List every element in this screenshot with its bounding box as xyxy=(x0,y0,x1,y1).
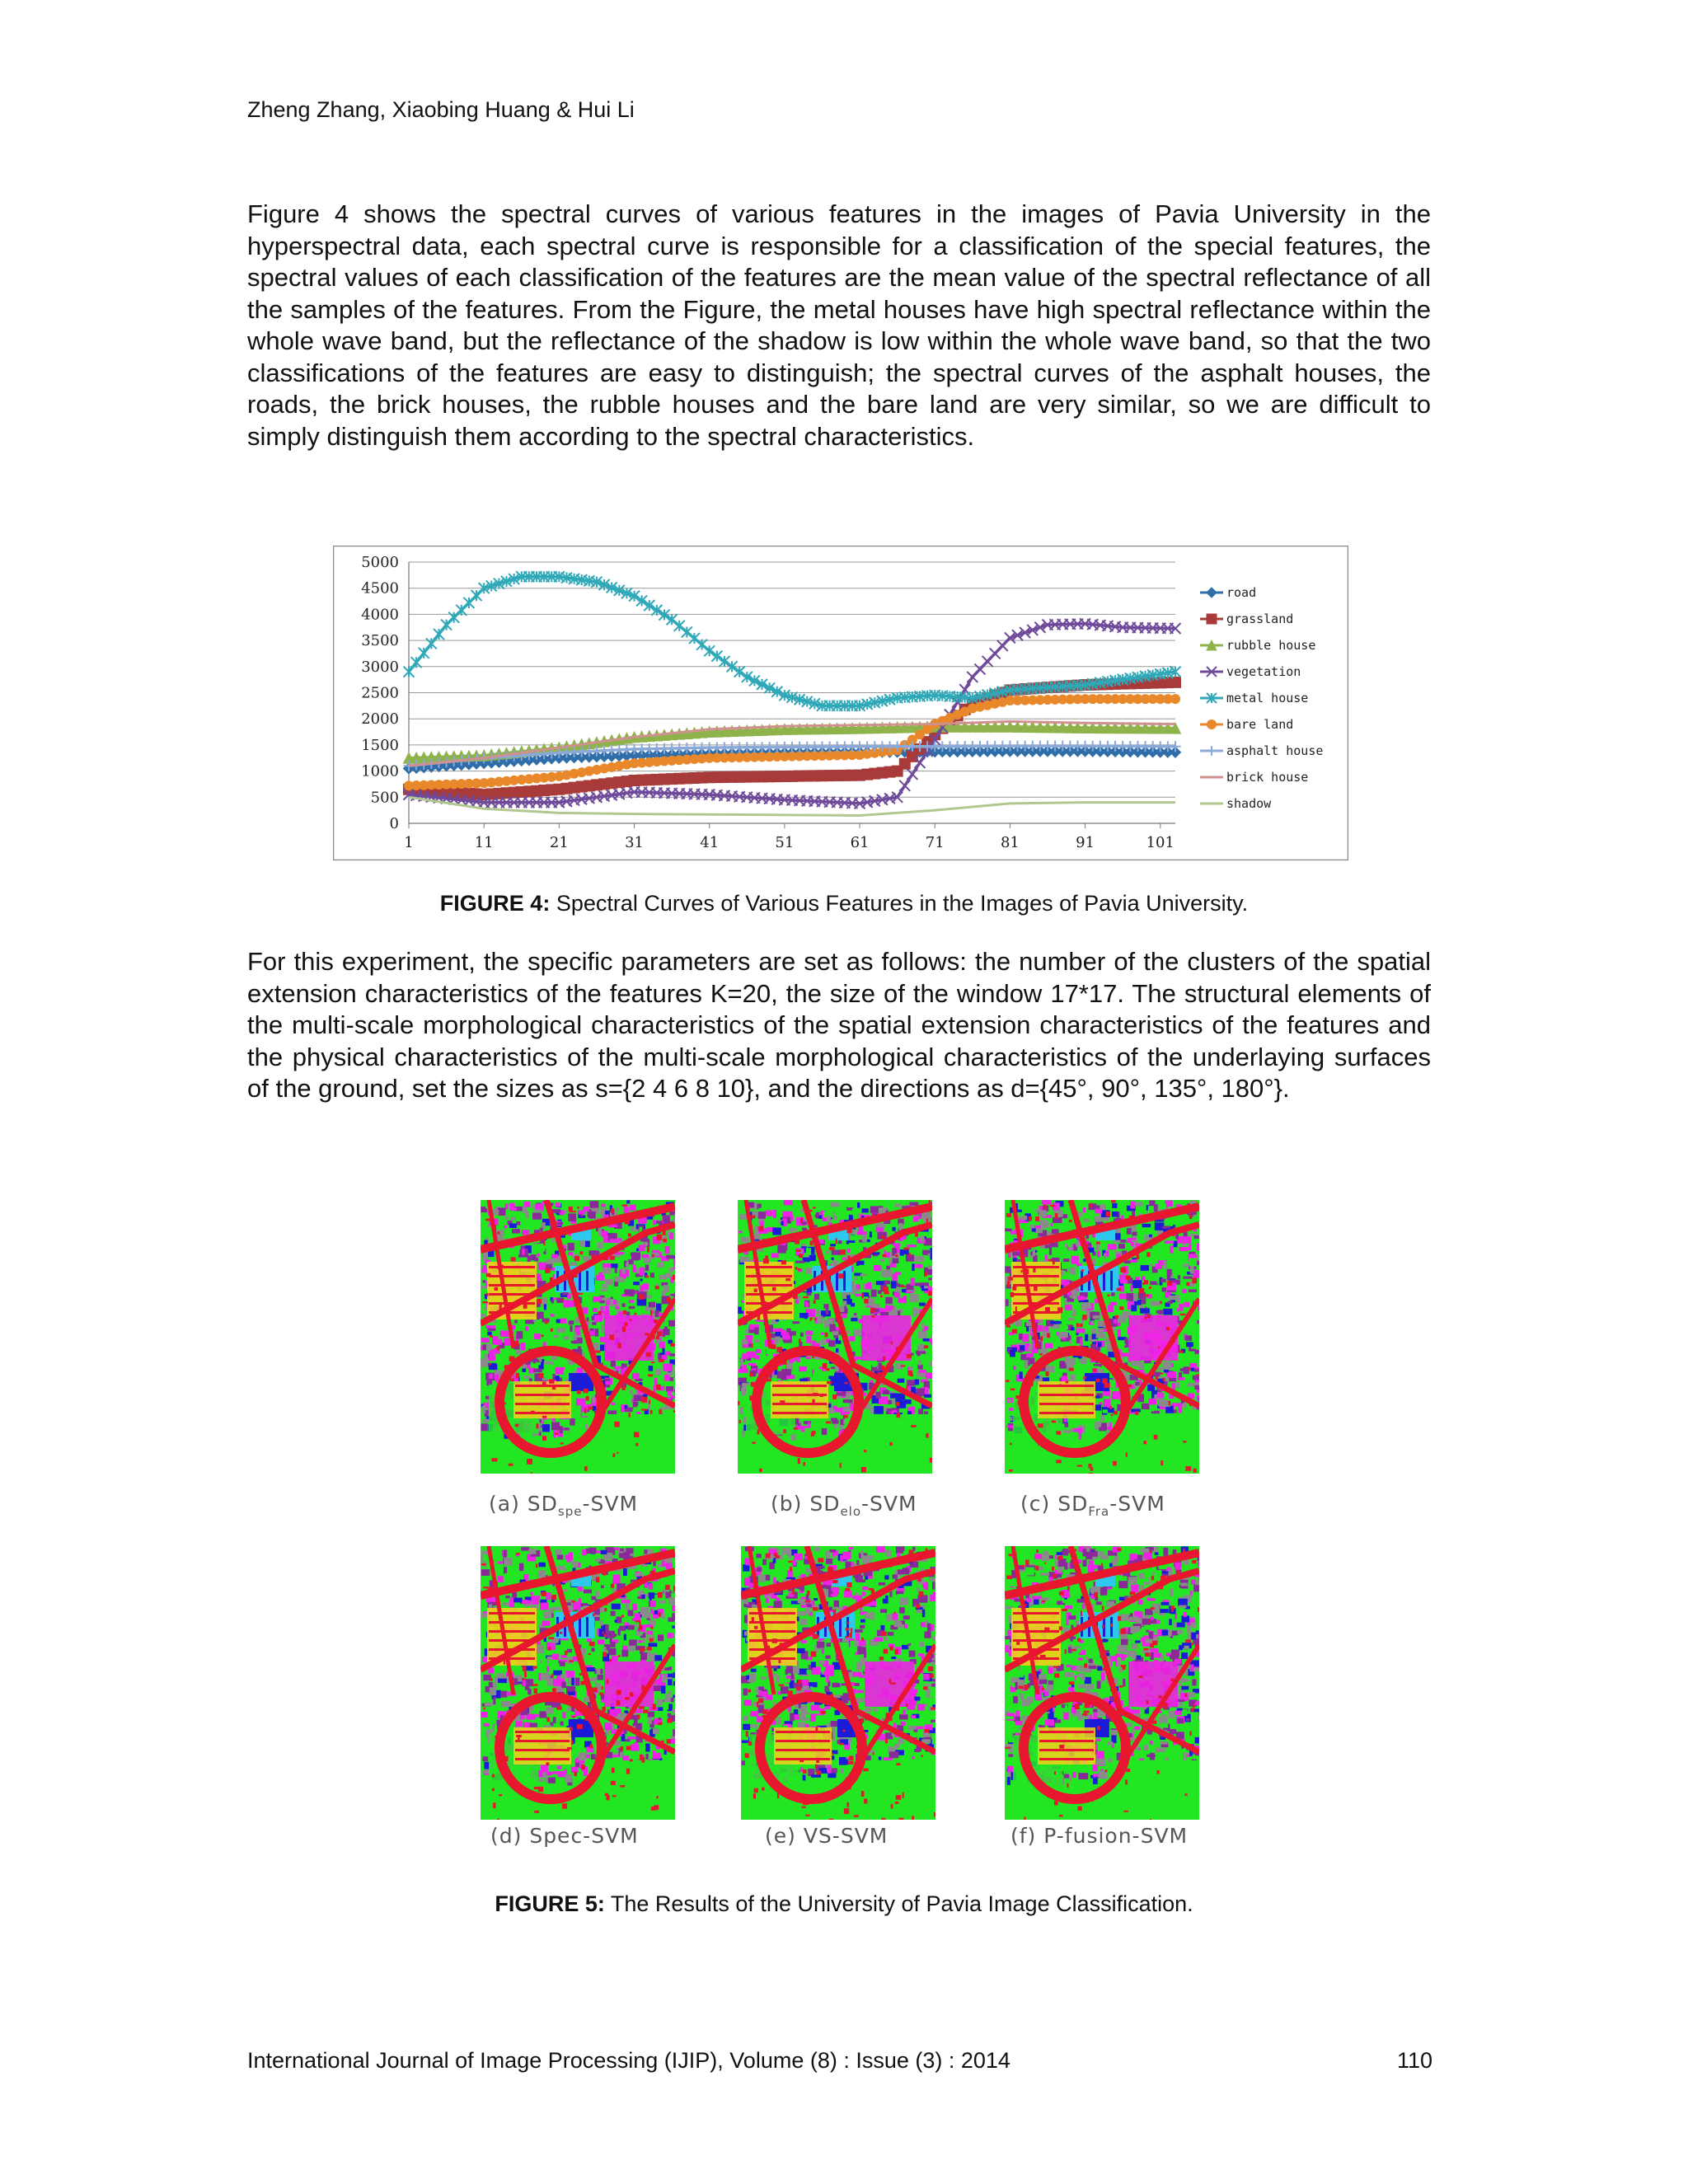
panel-label-a: (a) $SD_{spe}$-SVM xyxy=(489,1492,639,1519)
classification-map-f xyxy=(1005,1546,1199,1820)
figure-5-caption xyxy=(0,1891,1688,1917)
running-head-authors: Zheng Zhang, Xiaobing Huang & Hui Li xyxy=(247,97,635,122)
legend-label: road xyxy=(1226,585,1257,600)
classification-map-b xyxy=(738,1200,932,1474)
y-tick-label: 500 xyxy=(370,789,399,807)
classification-map-d xyxy=(481,1546,675,1820)
panel-label-c: (c) $SD_{Fra}$-SVM xyxy=(1020,1492,1165,1519)
legend-label: shadow xyxy=(1226,796,1272,811)
x-tick-label: 91 xyxy=(1076,834,1095,851)
classification-map-e xyxy=(741,1546,935,1820)
y-tick-label: 4000 xyxy=(361,606,399,624)
legend-label: rubble house xyxy=(1226,638,1316,653)
x-tick-label: 101 xyxy=(1146,834,1175,851)
y-tick-label: 3000 xyxy=(361,658,399,676)
legend-label: bare land xyxy=(1226,717,1294,732)
legend-label: vegetation xyxy=(1226,664,1301,679)
x-tick-label: 71 xyxy=(925,834,945,851)
x-tick-label: 81 xyxy=(1000,834,1020,851)
classification-map-c xyxy=(1005,1200,1199,1474)
legend-label: grassland xyxy=(1226,612,1294,626)
data-point xyxy=(1170,677,1181,687)
legend-marker xyxy=(1207,719,1217,729)
figure-5-label: FIGURE 5: xyxy=(495,1891,605,1916)
legend-label: brick house xyxy=(1226,770,1309,785)
panel-label-d: (d) Spec-SVM xyxy=(490,1824,639,1848)
y-tick-label: 1500 xyxy=(361,736,399,754)
x-tick-label: 41 xyxy=(700,834,720,851)
data-point xyxy=(1170,694,1180,704)
paragraph-2: For this experiment, the specific parameters are set as follows: the number of the clusters of the spatial extension characteristics of the features K=20, the size of the window 17*17. The structural elements of the multi-scale morphological characteristics of the spatial extension characteristics of the features and the physical characteristics of the multi-scale morphological characteristics of the underlaying surfaces of the ground, set the sizes as s={2 4 6 8 10}, and the directions as d={45°, 90°, 135°, 180°}. xyxy=(247,947,1431,1103)
y-tick-label: 3500 xyxy=(361,632,399,650)
figure-5-caption-text: The Results of the University of Pavia Image Classification. xyxy=(604,1891,1193,1916)
y-tick-label: 1000 xyxy=(361,762,399,780)
spectral-curves-chart xyxy=(333,546,1348,860)
y-tick-label: 2500 xyxy=(361,684,399,702)
classification-map-a xyxy=(481,1200,675,1474)
x-tick-label: 1 xyxy=(404,834,414,851)
figure-4-caption xyxy=(0,891,1688,916)
y-tick-label: 4500 xyxy=(361,579,399,598)
paragraph-1: Figure 4 shows the spectral curves of various features in the images of Pavia University in the hyperspectral data, each spectral curve is responsible for a classification of the special features, the spectral values of each classification of the features are the mean value of the spectral reflectance of all the samples of the features. From the Figure, the metal houses have high spectral reflectance within the whole wave band, but the reflectance of the shadow is low within the whole wave band, so that the two classifications of the features are easy to distinguish; the spectral curves of the asphalt houses, the roads, the brick houses, the rubble houses and the bare land are very similar, so we are difficult to simply distinguish them according to the spectral characteristics. xyxy=(247,199,1431,451)
y-tick-label: 5000 xyxy=(361,554,399,571)
panel-label-f: (f) P-fusion-SVM xyxy=(1010,1824,1189,1848)
x-tick-label: 11 xyxy=(474,834,494,851)
figure-4-caption-text: Spectral Curves of Various Features in the Images of Pavia University. xyxy=(550,891,1249,916)
x-tick-label: 31 xyxy=(625,834,644,851)
legend-label: metal house xyxy=(1226,691,1309,705)
panel-label-e: (e) VS-SVM xyxy=(765,1824,889,1848)
y-tick-label: 2000 xyxy=(361,710,399,729)
legend-marker xyxy=(1207,614,1217,624)
page-number: 110 xyxy=(1396,2048,1432,2073)
legend-label: asphalt house xyxy=(1226,743,1324,758)
y-tick-label: 0 xyxy=(389,815,399,832)
x-tick-label: 51 xyxy=(775,834,795,851)
footer-journal: International Journal of Image Processing (IJIP), Volume (8) : Issue (3) : 2014 xyxy=(247,2048,1010,2073)
figure-4-label: FIGURE 4: xyxy=(439,891,551,916)
x-tick-label: 21 xyxy=(549,834,569,851)
x-tick-label: 61 xyxy=(850,834,870,851)
panel-label-b: (b) $SD_{elo}$-SVM xyxy=(771,1492,917,1519)
